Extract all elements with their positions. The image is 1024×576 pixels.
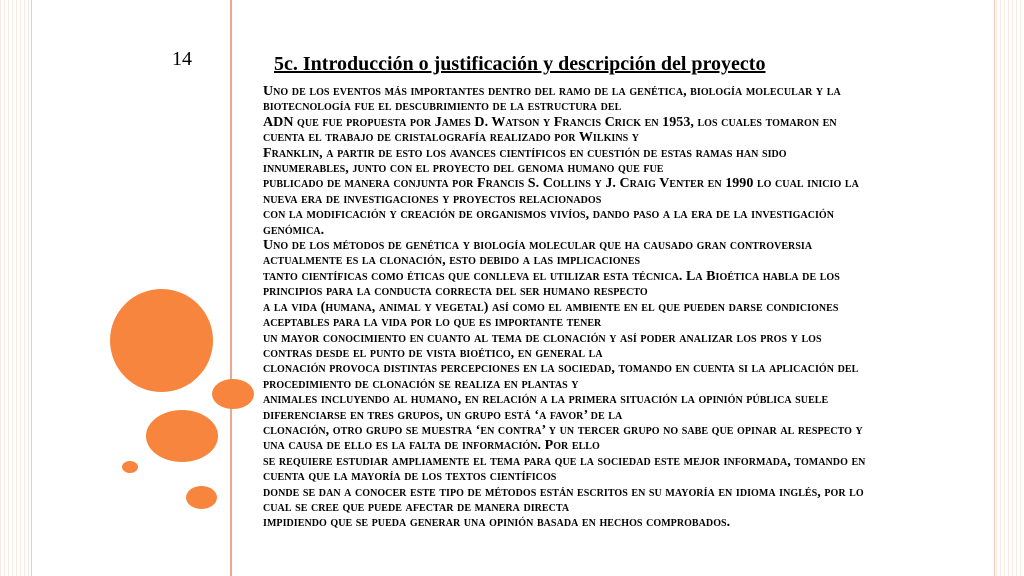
medium-orange-circle-decoration xyxy=(146,410,218,462)
body-text-line: se requiere estudiar ampliamente el tema para que la sociedad este mejor informada, tomando en xyxy=(263,453,866,469)
body-text-line: animales incluyendo al humano, en relación a la primera situación la opinión pública suele xyxy=(263,392,829,408)
body-text-line: aceptables para la vida por lo que es importante tener xyxy=(263,315,602,331)
body-text-line: procedimiento de clonación se realiza en plantas y xyxy=(263,376,579,392)
body-text-line: ADN que fue propuesta por James D. Watson y Francis Crick en 1953, los cuales tomaron en xyxy=(263,114,837,130)
body-text-line: una causa de ello es la falta de información. Por ello xyxy=(263,438,600,454)
body-text-line: contras desde el punto de vista bioético, en general la xyxy=(263,345,603,361)
dot-orange-circle-decoration xyxy=(122,461,138,473)
slide-title: 5c. Introducción o justificación y descripción del proyecto xyxy=(274,53,766,75)
body-text-line: nueva era de investigaciones y proyectos relacionados xyxy=(263,191,602,207)
body-text-line: actualmente es la clonación, esto debido a las implicaciones xyxy=(263,253,641,269)
body-text-line: donde se dan a conocer este tipo de métodos están escritos en su mayoría en idioma inglés, por lo xyxy=(263,484,864,500)
large-orange-circle-decoration xyxy=(110,289,213,392)
tiny-orange-circle-decoration xyxy=(186,486,217,509)
body-text-line: publicado de manera conjunta por Francis S. Collins y J. Craig Venter en 1990 lo cual inicio la xyxy=(263,176,859,192)
small-orange-circle-decoration xyxy=(212,379,254,409)
body-text-line: genómica. xyxy=(263,222,325,238)
slide-number: 14 xyxy=(172,48,192,70)
body-text-line: innumerables, junto con el proyecto del genoma humano que fue xyxy=(263,161,664,177)
body-paragraph xyxy=(263,84,953,531)
body-text-line: un mayor conocimiento en cuanto al tema de clonación y así poder analizar los pros y los xyxy=(263,330,822,346)
body-text-line: Franklin, a partir de esto los avances científicos en cuestión de estas ramas han sido xyxy=(263,145,787,161)
body-text-line: clonación, otro grupo se muestra ‘en contra’ y un tercer grupo no sabe que opinar al respecto y xyxy=(263,422,863,438)
body-text-line: biotecnología fue el descubrimiento de la estructura del xyxy=(263,99,622,115)
body-text-line: principios para la conducta correcta del ser humano respecto xyxy=(263,284,648,300)
body-text-line: cuenta que la mayoría de los textos científicos xyxy=(263,469,557,485)
body-text-line: cuenta el trabajo de cristalografía realizado por Wilkins y xyxy=(263,130,640,146)
body-text-line: tanto científicas como éticas que conlleva el utilizar esta técnica. La Bioética habla de los xyxy=(263,268,840,284)
body-text-line: con la modificación y creación de organismos vivíos, dando paso a la era de la investigación xyxy=(263,207,835,223)
body-text-line: Uno de los métodos de genética y biología molecular que ha causado gran controversia xyxy=(263,238,813,254)
body-text-line: Uno de los eventos más importantes dentro del ramo de la genética, biología molecular y la xyxy=(263,84,841,99)
body-text-line: clonación provoca distintas percepciones en la sociedad, tomando en cuenta si la aplicación del xyxy=(263,361,859,377)
body-text-line: impidiendo que se pueda generar una opinión basada en hechos comprobados. xyxy=(263,515,731,531)
body-text-line: cual se cree que puede afectar de manera directa xyxy=(263,499,570,515)
body-text-line: a la vida (humana, animal y vegetal) así como el ambiente en el que pueden darse condiciones xyxy=(263,299,839,315)
vertical-divider-line xyxy=(230,0,232,576)
body-text-line: diferenciarse en tres grupos, un grupo está ‘a favor’ de la xyxy=(263,407,623,423)
